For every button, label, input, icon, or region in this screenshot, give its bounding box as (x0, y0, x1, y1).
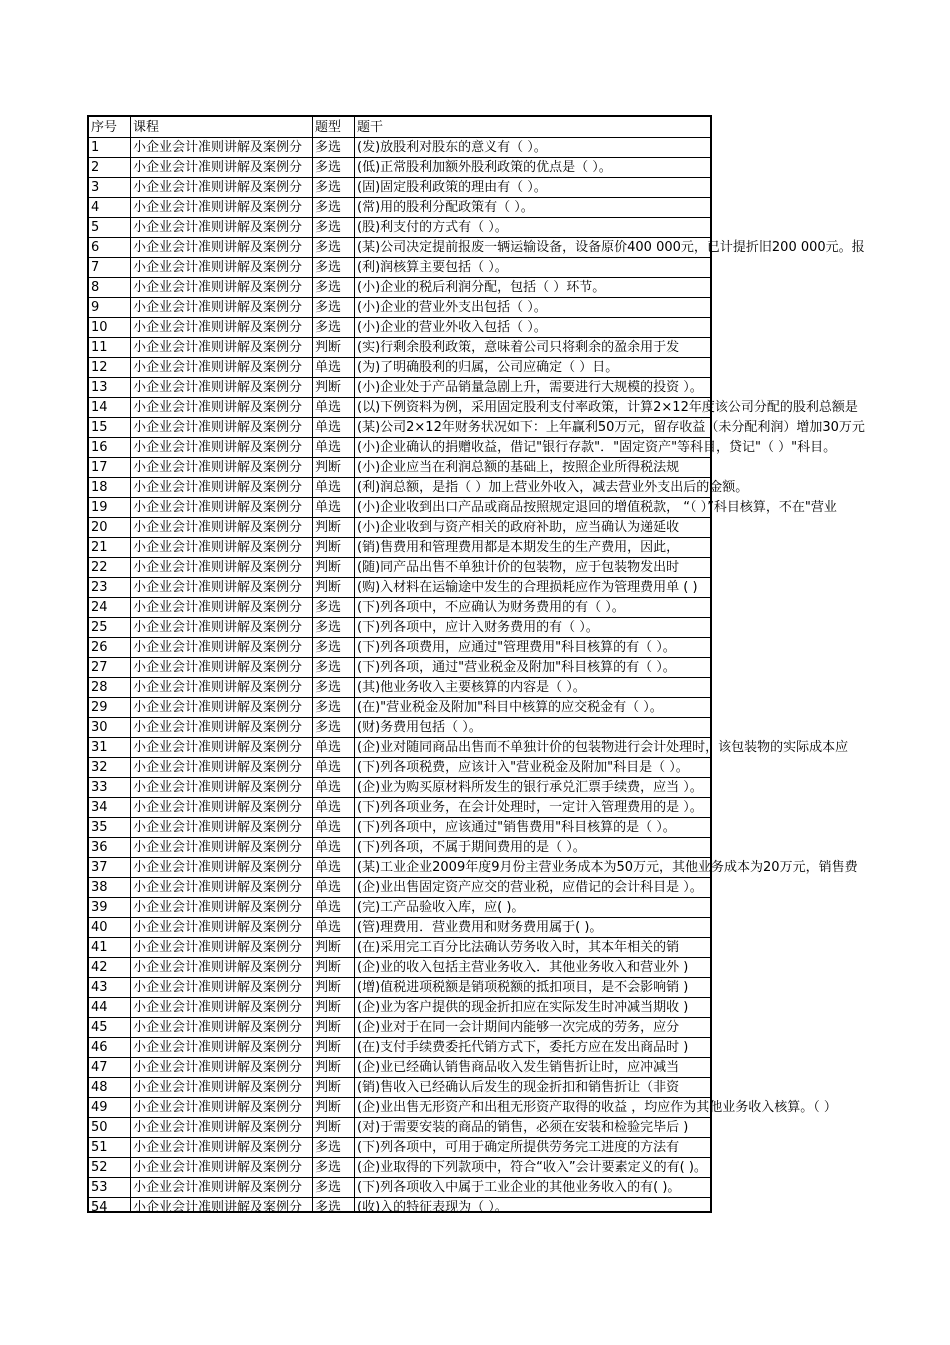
cell-seq[interactable]: 47 (91, 1060, 108, 1075)
cell-course[interactable]: 小企业会计准则讲解及案例分 (133, 500, 303, 515)
cell-course[interactable]: 小企业会计准则讲解及案例分 (133, 1020, 303, 1035)
cell-type[interactable]: 单选 (315, 440, 342, 455)
cell-seq[interactable]: 25 (91, 620, 108, 635)
table-row (89, 258, 714, 278)
cell-seq[interactable]: 3 (91, 180, 100, 195)
cell-course[interactable]: 小企业会计准则讲解及案例分 (133, 860, 303, 875)
cell-course[interactable]: 小企业会计准则讲解及案例分 (133, 520, 303, 535)
cell-stem[interactable]: (低)正常股利加额外股利政策的优点是（ ）。 (357, 160, 612, 175)
cell-course[interactable]: 小企业会计准则讲解及案例分 (133, 200, 303, 215)
table-row (89, 678, 714, 698)
table-row (89, 478, 749, 498)
cell-stem[interactable]: (下)列各项中，应计入财务费用的有（ ）。 (357, 620, 599, 635)
table-row (89, 378, 714, 398)
cell-type[interactable]: 多选 (315, 700, 342, 715)
cell-course[interactable]: 小企业会计准则讲解及案例分 (133, 260, 303, 275)
cell-stem[interactable]: (小)企业应当在利润总额的基础上，按照企业所得税法规 (357, 460, 680, 475)
cell-stem[interactable]: (某)公司决定提前报废一辆运输设备，设备原价400 000元，已计提折旧200 000元。报 (357, 240, 865, 255)
cell-seq[interactable]: 10 (91, 320, 108, 335)
cell-type[interactable]: 单选 (315, 480, 342, 495)
cell-stem[interactable]: (小)企业收到与资产相关的政府补助，应当确认为递延收 (357, 520, 680, 535)
table-row (89, 1078, 714, 1098)
table-row (89, 1038, 714, 1058)
cell-type[interactable]: 判断 (315, 580, 342, 595)
cell-type[interactable]: 多选 (315, 160, 342, 175)
table-row (89, 1138, 714, 1158)
cell-course[interactable]: 小企业会计准则讲解及案例分 (133, 180, 303, 195)
cell-course[interactable]: 小企业会计准则讲解及案例分 (133, 800, 303, 815)
cell-stem[interactable]: (企)业为购买原材料所发生的银行承兑汇票手续费，应当 ）。 (357, 780, 703, 795)
cell-type[interactable]: 判断 (315, 520, 342, 535)
cell-seq[interactable]: 44 (91, 1000, 108, 1015)
cell-course[interactable]: 小企业会计准则讲解及案例分 (133, 280, 303, 295)
cell-seq[interactable]: 28 (91, 680, 108, 695)
cell-type[interactable]: 判断 (315, 1120, 342, 1135)
cell-seq[interactable]: 16 (91, 440, 108, 455)
cell-course[interactable]: 小企业会计准则讲解及案例分 (133, 740, 303, 755)
cell-type[interactable]: 判断 (315, 340, 342, 355)
cell-stem[interactable]: (对)于需要安装的商品的销售，必须在安装和检验完毕后 ) (357, 1120, 689, 1135)
cell-type[interactable]: 多选 (315, 300, 342, 315)
table-row (89, 638, 714, 658)
cell-type[interactable]: 判断 (315, 940, 342, 955)
cell-course[interactable]: 小企业会计准则讲解及案例分 (133, 1200, 303, 1215)
cell-stem[interactable]: (完)工产品验收入库，应( )。 (357, 900, 525, 915)
cell-course[interactable]: 小企业会计准则讲解及案例分 (133, 880, 303, 895)
cell-seq[interactable]: 27 (91, 660, 108, 675)
cell-course[interactable]: 小企业会计准则讲解及案例分 (133, 920, 303, 935)
table-row (89, 398, 858, 418)
cell-type[interactable]: 单选 (315, 360, 342, 375)
cell-course[interactable]: 小企业会计准则讲解及案例分 (133, 540, 303, 555)
cell-type[interactable]: 单选 (315, 760, 342, 775)
table-row (89, 278, 714, 298)
cell-stem[interactable]: (下)列各项收入中属于工业企业的其他业务收入的有( )。 (357, 1180, 681, 1195)
cell-stem[interactable]: (财)务费用包括（ ）。 (357, 720, 482, 735)
cell-type[interactable]: 单选 (315, 500, 342, 515)
table-row (89, 558, 714, 578)
cell-course[interactable]: 小企业会计准则讲解及案例分 (133, 240, 303, 255)
cell-course[interactable]: 小企业会计准则讲解及案例分 (133, 960, 303, 975)
cell-seq[interactable]: 22 (91, 560, 108, 575)
cell-course[interactable]: 小企业会计准则讲解及案例分 (133, 1060, 303, 1075)
cell-type[interactable]: 多选 (315, 320, 342, 335)
header-seq[interactable]: 序号 (91, 120, 118, 135)
cell-course[interactable]: 小企业会计准则讲解及案例分 (133, 140, 303, 155)
cell-stem[interactable]: (以)下例资料为例，采用固定股利支付率政策，计算2×12年度该公司分配的股利总额是 (357, 400, 858, 415)
cell-stem[interactable]: (下)列各项，通过"营业税金及附加"科目核算的有（ ）。 (357, 660, 676, 675)
cell-type[interactable]: 判断 (315, 1060, 342, 1075)
cell-type[interactable]: 多选 (315, 680, 342, 695)
table-row (89, 1198, 714, 1218)
cell-seq[interactable]: 39 (91, 900, 108, 915)
cell-stem[interactable]: (购)入材料在运输途中发生的合理损耗应作为管理费用单 ( ) (357, 580, 698, 595)
cell-seq[interactable]: 31 (91, 740, 108, 755)
cell-course[interactable]: 小企业会计准则讲解及案例分 (133, 780, 303, 795)
table-row (89, 318, 714, 338)
cell-type[interactable]: 多选 (315, 1140, 342, 1155)
table-row (89, 498, 837, 518)
cell-stem[interactable]: (管)理费用．营业费用和财务费用属于( )。 (357, 920, 603, 935)
cell-stem[interactable]: (小)企业处于产品销量急剧上升，需要进行大规模的投资 ）。 (357, 380, 703, 395)
cell-seq[interactable]: 46 (91, 1040, 108, 1055)
cell-course[interactable]: 小企业会计准则讲解及案例分 (133, 1080, 303, 1095)
cell-stem[interactable]: (下)列各项业务，在会计处理时，一定计入管理费用的是 ）。 (357, 800, 703, 815)
table-row (89, 918, 714, 938)
cell-course[interactable]: 小企业会计准则讲解及案例分 (133, 720, 303, 735)
table-row (89, 438, 837, 458)
header-course[interactable]: 课程 (133, 120, 160, 135)
cell-type[interactable]: 多选 (315, 180, 342, 195)
cell-type[interactable]: 判断 (315, 560, 342, 575)
cell-seq[interactable]: 1 (91, 140, 100, 155)
cell-type[interactable]: 单选 (315, 840, 342, 855)
cell-seq[interactable]: 9 (91, 300, 100, 315)
cell-stem[interactable]: (利)润核算主要包括（ ）。 (357, 260, 508, 275)
cell-type[interactable]: 单选 (315, 740, 342, 755)
table-row (89, 658, 714, 678)
table-row (89, 778, 714, 798)
cell-course[interactable]: 小企业会计准则讲解及案例分 (133, 1000, 303, 1015)
cell-course[interactable]: 小企业会计准则讲解及案例分 (133, 460, 303, 475)
cell-seq[interactable]: 42 (91, 960, 108, 975)
table-row (89, 1018, 714, 1038)
cell-stem[interactable]: (企)业的收入包括主营业务收入．其他业务收入和营业外 ) (357, 960, 689, 975)
cell-type[interactable]: 判断 (315, 1040, 342, 1055)
cell-stem[interactable]: (企)业出售无形资产和出租无形资产取得的收益 ，均应作为其他业务收入核算。（ ） (357, 1100, 837, 1115)
cell-stem[interactable]: (企)业对于在同一会计期间内能够一次完成的劳务，应分 (357, 1020, 680, 1035)
cell-stem[interactable]: (某)工业企业2009年度9月份主营业务成本为50万元，其他业务成本为20万元，销售费 (357, 860, 858, 875)
cell-type[interactable]: 单选 (315, 820, 342, 835)
cell-type[interactable]: 判断 (315, 1020, 342, 1035)
cell-course[interactable]: 小企业会计准则讲解及案例分 (133, 700, 303, 715)
table-row (89, 978, 714, 998)
cell-seq[interactable]: 54 (91, 1200, 108, 1215)
cell-type[interactable]: 多选 (315, 660, 342, 675)
table-row (89, 618, 714, 638)
cell-type[interactable]: 单选 (315, 860, 342, 875)
cell-seq[interactable]: 45 (91, 1020, 108, 1035)
cell-type[interactable]: 多选 (315, 1200, 342, 1215)
cell-course[interactable]: 小企业会计准则讲解及案例分 (133, 840, 303, 855)
cell-stem[interactable]: (企)业对随同商品出售而不单独计价的包装物进行会计处理时，该包装物的实际成本应 (357, 740, 849, 755)
cell-seq[interactable]: 49 (91, 1100, 108, 1115)
cell-stem[interactable]: (发)放股利对股东的意义有（ ）。 (357, 140, 547, 155)
cell-stem[interactable]: (某)公司2×12年财务状况如下：上年赢利50万元，留存收益（未分配利润）增加30万元 (357, 420, 865, 435)
cell-seq[interactable]: 19 (91, 500, 108, 515)
cell-type[interactable]: 多选 (315, 640, 342, 655)
cell-stem[interactable]: (小)企业的营业外支出包括（ ）。 (357, 300, 547, 315)
table-row (89, 1158, 714, 1178)
cell-stem[interactable]: (下)列各项中，可用于确定所提供劳务完工进度的方法有 (357, 1140, 680, 1155)
cell-course[interactable]: 小企业会计准则讲解及案例分 (133, 560, 303, 575)
cell-course[interactable]: 小企业会计准则讲解及案例分 (133, 440, 303, 455)
cell-stem[interactable]: (收)入的特征表现为（ ）。 (357, 1200, 508, 1215)
cell-type[interactable]: 单选 (315, 800, 342, 815)
cell-course[interactable]: 小企业会计准则讲解及案例分 (133, 940, 303, 955)
cell-stem[interactable]: (小)企业收到出口产品或商品按照规定退回的增值税款， “（ ）”科目核算，不在"营业 (357, 500, 837, 515)
cell-type[interactable]: 判断 (315, 380, 342, 395)
cell-seq[interactable]: 7 (91, 260, 100, 275)
cell-stem[interactable]: (常)用的股利分配政策有（ ）。 (357, 200, 534, 215)
cell-type[interactable]: 判断 (315, 460, 342, 475)
cell-type[interactable]: 多选 (315, 280, 342, 295)
cell-seq[interactable]: 38 (91, 880, 108, 895)
cell-course[interactable]: 小企业会计准则讲解及案例分 (133, 360, 303, 375)
cell-type[interactable]: 单选 (315, 900, 342, 915)
cell-stem[interactable]: (小)企业的营业外收入包括（ ）。 (357, 320, 547, 335)
cell-course[interactable]: 小企业会计准则讲解及案例分 (133, 220, 303, 235)
cell-type[interactable]: 单选 (315, 880, 342, 895)
table-row (89, 878, 714, 898)
cell-seq[interactable]: 34 (91, 800, 108, 815)
table-row (89, 1118, 714, 1138)
cell-course[interactable]: 小企业会计准则讲解及案例分 (133, 320, 303, 335)
cell-type[interactable]: 单选 (315, 420, 342, 435)
spreadsheet-table (87, 115, 865, 1215)
cell-stem[interactable]: (销)售费用和管理费用都是本期发生的生产费用，因此， (357, 540, 680, 555)
cell-seq[interactable]: 52 (91, 1160, 108, 1175)
cell-stem[interactable]: (销)售收入已经确认后发生的现金折扣和销售折让（非资 (357, 1080, 680, 1095)
cell-course[interactable]: 小企业会计准则讲解及案例分 (133, 420, 303, 435)
table-row (89, 458, 714, 478)
cell-seq[interactable]: 51 (91, 1140, 108, 1155)
cell-type[interactable]: 多选 (315, 1160, 342, 1175)
cell-course[interactable]: 小企业会计准则讲解及案例分 (133, 1040, 303, 1055)
cell-type[interactable]: 判断 (315, 1000, 342, 1015)
cell-stem[interactable]: (企)业出售固定资产应交的营业税，应借记的会计科目是 ）。 (357, 880, 703, 895)
cell-course[interactable]: 小企业会计准则讲解及案例分 (133, 660, 303, 675)
cell-type[interactable]: 判断 (315, 1080, 342, 1095)
cell-seq[interactable]: 5 (91, 220, 100, 235)
cell-seq[interactable]: 30 (91, 720, 108, 735)
table-row (89, 158, 714, 178)
cell-stem[interactable]: (小)企业的税后利润分配，包括（ ）环节。 (357, 280, 606, 295)
cell-stem[interactable]: (下)列各项税费，应该计入"营业税金及附加"科目是（ ）。 (357, 760, 689, 775)
table-row (89, 858, 858, 878)
cell-seq[interactable]: 36 (91, 840, 108, 855)
cell-seq[interactable]: 41 (91, 940, 108, 955)
cell-seq[interactable]: 23 (91, 580, 108, 595)
cell-seq[interactable]: 50 (91, 1120, 108, 1135)
cell-type[interactable]: 多选 (315, 240, 342, 255)
table-row (89, 358, 714, 378)
cell-seq[interactable]: 6 (91, 240, 100, 255)
cell-seq[interactable]: 29 (91, 700, 108, 715)
cell-type[interactable]: 多选 (315, 1180, 342, 1195)
cell-stem[interactable]: (利)润总额，是指（ ）加上营业外收入，减去营业外支出后的金额。 (357, 480, 749, 495)
cell-course[interactable]: 小企业会计准则讲解及案例分 (133, 1100, 303, 1115)
cell-type[interactable]: 判断 (315, 980, 342, 995)
cell-course[interactable]: 小企业会计准则讲解及案例分 (133, 680, 303, 695)
cell-course[interactable]: 小企业会计准则讲解及案例分 (133, 160, 303, 175)
cell-seq[interactable]: 8 (91, 280, 100, 295)
cell-seq[interactable]: 26 (91, 640, 108, 655)
cell-type[interactable]: 多选 (315, 220, 342, 235)
cell-course[interactable]: 小企业会计准则讲解及案例分 (133, 1120, 303, 1135)
header-row (89, 118, 714, 138)
cell-course[interactable]: 小企业会计准则讲解及案例分 (133, 580, 303, 595)
cell-course[interactable]: 小企业会计准则讲解及案例分 (133, 820, 303, 835)
cell-stem[interactable]: (增)值税进项税额是销项税额的抵扣项目，是不会影响销 ) (357, 980, 689, 995)
cell-course[interactable]: 小企业会计准则讲解及案例分 (133, 900, 303, 915)
cell-type[interactable]: 多选 (315, 720, 342, 735)
cell-seq[interactable]: 24 (91, 600, 108, 615)
cell-course[interactable]: 小企业会计准则讲解及案例分 (133, 480, 303, 495)
table-row (89, 818, 714, 838)
cell-course[interactable]: 小企业会计准则讲解及案例分 (133, 980, 303, 995)
cell-seq[interactable]: 21 (91, 540, 108, 555)
table-row (89, 1098, 837, 1118)
table-row (89, 998, 714, 1018)
cell-type[interactable]: 多选 (315, 620, 342, 635)
cell-seq[interactable]: 37 (91, 860, 108, 875)
table-row (89, 938, 714, 958)
table-row (89, 178, 714, 198)
cell-seq[interactable]: 43 (91, 980, 108, 995)
cell-course[interactable]: 小企业会计准则讲解及案例分 (133, 600, 303, 615)
cell-stem[interactable]: (随)同产品出售不单独计价的包装物，应于包装物发出时 (357, 560, 680, 575)
cell-stem[interactable]: (企)业为客户提供的现金折扣应在实际发生时冲减当期收 ) (357, 1000, 689, 1015)
cell-stem[interactable]: (固)固定股利政策的理由有（ ）。 (357, 180, 547, 195)
cell-stem[interactable]: (小)企业确认的捐赠收益，借记"银行存款"．"固定资产"等科目，贷记"（ ）"科目。 (357, 440, 837, 455)
cell-stem[interactable]: (为)了明确股利的归属，公司应确定（ ）日。 (357, 360, 619, 375)
table-row (89, 338, 714, 358)
cell-type[interactable]: 判断 (315, 540, 342, 555)
cell-stem[interactable]: (企)业已经确认销售商品收入发生销售折让时，应冲减当 (357, 1060, 680, 1075)
cell-course[interactable]: 小企业会计准则讲解及案例分 (133, 400, 303, 415)
cell-course[interactable]: 小企业会计准则讲解及案例分 (133, 640, 303, 655)
table-row (89, 598, 714, 618)
cell-seq[interactable]: 2 (91, 160, 100, 175)
cell-type[interactable]: 多选 (315, 140, 342, 155)
table-row (89, 1178, 714, 1198)
cell-seq[interactable]: 4 (91, 200, 100, 215)
cell-type[interactable]: 单选 (315, 780, 342, 795)
table-row (89, 538, 714, 558)
cell-course[interactable]: 小企业会计准则讲解及案例分 (133, 1160, 303, 1175)
cell-stem[interactable]: (下)列各项费用，应通过"管理费用"科目核算的有（ ）。 (357, 640, 676, 655)
table-row (89, 738, 849, 758)
cell-stem[interactable]: (在)采用完工百分比法确认劳务收入时，其本年相关的销 (357, 940, 680, 955)
table-row (89, 218, 714, 238)
table-row (89, 758, 714, 778)
cell-seq[interactable]: 35 (91, 820, 108, 835)
cell-seq[interactable]: 40 (91, 920, 108, 935)
cell-seq[interactable]: 12 (91, 360, 108, 375)
table-row (89, 698, 714, 718)
header-stem[interactable]: 题干 (357, 120, 384, 135)
cell-course[interactable]: 小企业会计准则讲解及案例分 (133, 1180, 303, 1195)
table-row (89, 958, 714, 978)
cell-type[interactable]: 单选 (315, 400, 342, 415)
cell-stem[interactable]: (其)他业务收入主要核算的内容是（ ）。 (357, 680, 586, 695)
cell-type[interactable]: 单选 (315, 920, 342, 935)
cell-course[interactable]: 小企业会计准则讲解及案例分 (133, 340, 303, 355)
cell-stem[interactable]: (下)列各项中，应该通过"销售费用"科目核算的是（ ）。 (357, 820, 676, 835)
cell-seq[interactable]: 32 (91, 760, 108, 775)
cell-stem[interactable]: (在)"营业税金及附加"科目中核算的应交税金有（ ）。 (357, 700, 663, 715)
cell-type[interactable]: 判断 (315, 1100, 342, 1115)
table-row (89, 138, 714, 158)
table-row (89, 1058, 714, 1078)
cell-seq[interactable]: 11 (91, 340, 108, 355)
cell-type[interactable]: 判断 (315, 960, 342, 975)
cell-seq[interactable]: 33 (91, 780, 108, 795)
cell-stem[interactable]: (下)列各项，不属于期间费用的是（ ）。 (357, 840, 586, 855)
table-row (89, 838, 714, 858)
cell-seq[interactable]: 18 (91, 480, 108, 495)
cell-stem[interactable]: (实)行剩余股利政策，意味着公司只将剩余的盈余用于发 (357, 340, 680, 355)
cell-stem[interactable]: (企)业取得的下列款项中，符合“收入”会计要素定义的有( )。 (357, 1160, 707, 1175)
table-row (89, 898, 714, 918)
cell-seq[interactable]: 48 (91, 1080, 108, 1095)
cell-seq[interactable]: 20 (91, 520, 108, 535)
cell-stem[interactable]: (股)利支付的方式有（ ）。 (357, 220, 508, 235)
cell-course[interactable]: 小企业会计准则讲解及案例分 (133, 1140, 303, 1155)
table-row (89, 578, 714, 598)
cell-type[interactable]: 多选 (315, 600, 342, 615)
cell-seq[interactable]: 14 (91, 400, 108, 415)
cell-seq[interactable]: 53 (91, 1180, 108, 1195)
table-row (89, 198, 714, 218)
cell-course[interactable]: 小企业会计准则讲解及案例分 (133, 380, 303, 395)
header-type[interactable]: 题型 (315, 120, 342, 135)
table-row (89, 798, 714, 818)
cell-seq[interactable]: 15 (91, 420, 108, 435)
cell-course[interactable]: 小企业会计准则讲解及案例分 (133, 620, 303, 635)
table-row (89, 518, 714, 538)
cell-course[interactable]: 小企业会计准则讲解及案例分 (133, 760, 303, 775)
cell-type[interactable]: 多选 (315, 200, 342, 215)
table-row (89, 418, 865, 438)
cell-stem[interactable]: (在)支付手续费委托代销方式下，委托方应在发出商品时 ) (357, 1040, 689, 1055)
cell-course[interactable]: 小企业会计准则讲解及案例分 (133, 300, 303, 315)
table-row (89, 298, 714, 318)
cell-seq[interactable]: 17 (91, 460, 108, 475)
cell-type[interactable]: 多选 (315, 260, 342, 275)
cell-stem[interactable]: (下)列各项中，不应确认为财务费用的有（ ）。 (357, 600, 625, 615)
cell-seq[interactable]: 13 (91, 380, 108, 395)
table-row (89, 238, 865, 258)
table-row (89, 718, 714, 738)
